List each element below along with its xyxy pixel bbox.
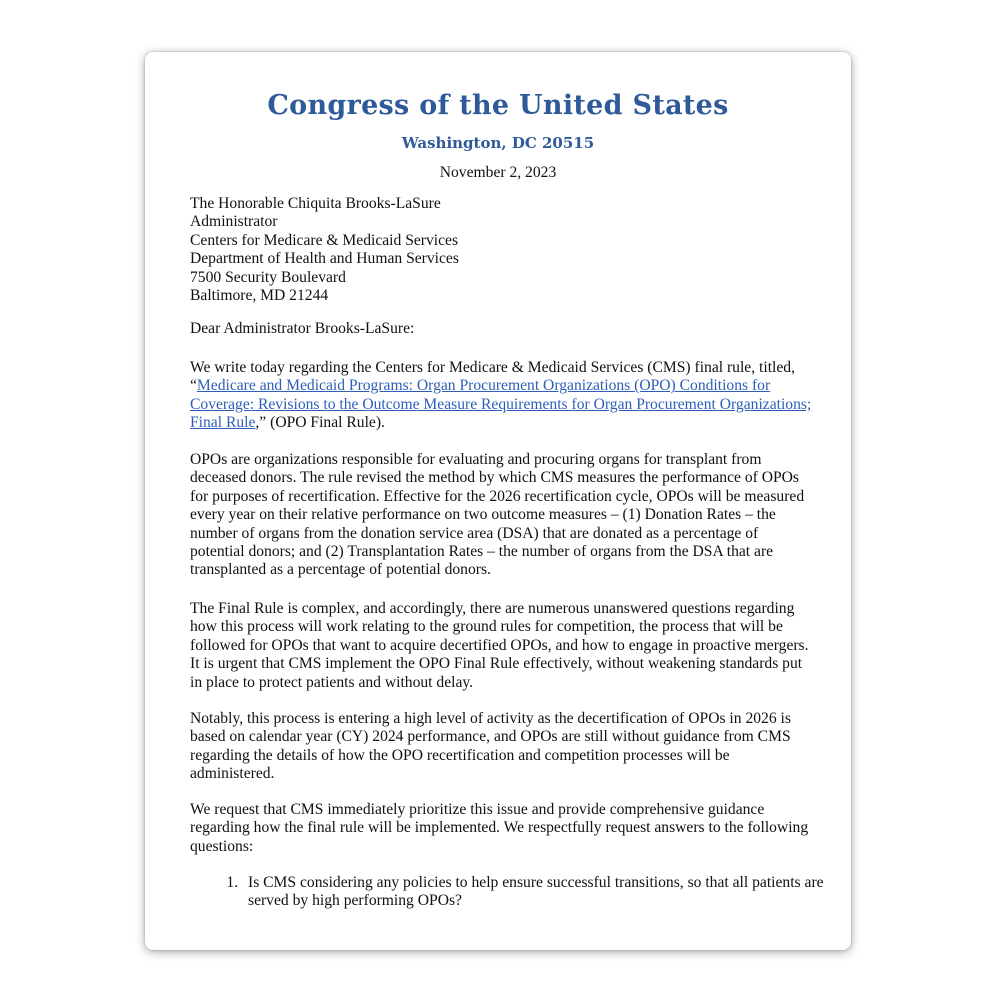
question-item: 1. Is CMS considering any policies to help ensure successful transitions, so that all patients are served by high performing OPOs? — [242, 874, 851, 911]
paragraph-text: ,” (OPO Final Rule). — [255, 414, 385, 432]
paragraph-final-rule — [190, 359, 815, 433]
questions-list — [190, 874, 851, 911]
address-line: Department of Health and Human Services — [190, 250, 459, 268]
letterhead-subtitle: Washington, DC 20515 — [401, 134, 595, 152]
letter-date: November 2, 2023 — [439, 164, 557, 181]
paragraph-final-rule-complexity: The Final Rule is complex, and accordingly, there are numerous unanswered questions regarding how this process will work relating to the ground rules for competition, the process that will be followed for OPOs that want to acquire decertified OPOs, and how to engage in proactive mergers. It is urgent that CMS implement the OPO Final Rule effectively, without weakening standards put in place to protect patients and without delay. — [190, 600, 809, 691]
address-line: The Honorable Chiquita Brooks-LaSure — [190, 195, 441, 212]
paragraph-text: We write today regarding the Centers for Medicare & Medicaid Services (CMS) final rule, titled, “ — [190, 359, 795, 395]
letterhead-title: Congress of the United States — [267, 90, 729, 121]
paragraph-opo-definition: OPOs are organizations responsible for evaluating and procuring organs for transplant from deceased donors. The rule revised the method by which CMS measures the performance of OPOs for purposes of recertification. Effective for the 2026 recertification cycle, OPOs will be measured every year on their relative performance on two outcome measures – (1) Donation Rates – the number of organs from the donation service area (DSA) that are donated as a percentage of potential donors; and (2) Transplantation Rates – the number of organs from the DSA that are transplanted as a percentage of potential donors. — [190, 451, 805, 579]
address-line: 7500 Security Boulevard — [190, 268, 346, 286]
paragraph-request: We request that CMS immediately prioritize this issue and provide comprehensive guidance regarding how the final rule will be implemented. We respectfully request answers to the following questions: — [190, 801, 809, 855]
address-line: Baltimore, MD 21244 — [190, 287, 329, 305]
salutation: Dear Administrator Brooks-LaSure: — [190, 320, 415, 337]
paragraph-decertification: Notably, this process is entering a high level of activity as the decertification of OPOs in 2026 is based on calendar year (CY) 2024 performance, and OPOs are still without guidance from CMS regarding the details of how the OPO recertification and competition processes will be administered. — [190, 710, 791, 783]
final-rule-link[interactable]: Medicare and Medicaid Programs: Organ Procurement Organizations (OPO) Conditions for Coverage: Revisions to the Outcome Measure Requirements for Organ Procurement Organizations; Final Rule — [190, 377, 812, 432]
address-line: Centers for Medicare & Medicaid Services — [190, 231, 459, 249]
address-line: Administrator — [190, 213, 278, 231]
recipient-address — [190, 195, 815, 305]
letter-page — [145, 52, 851, 950]
